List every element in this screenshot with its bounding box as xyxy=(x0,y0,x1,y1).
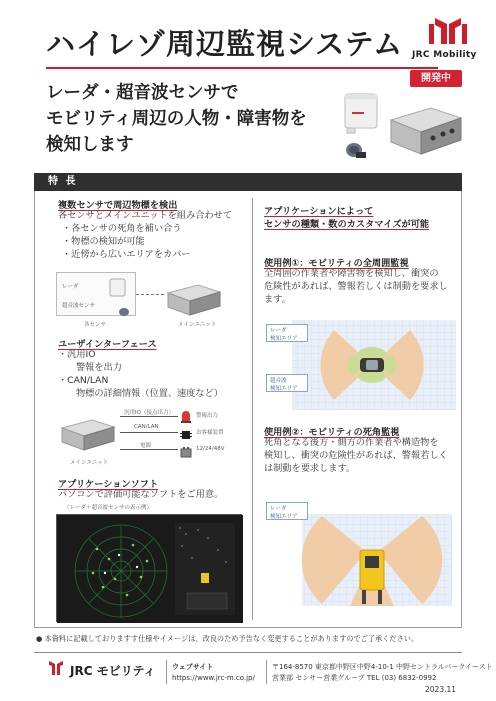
footer-logo-icon xyxy=(46,660,66,680)
battery-icon xyxy=(180,443,192,462)
brand-name: JRC Mobility xyxy=(412,50,477,60)
footer-web-link[interactable]: https://www.jrc-m.co.jp/ xyxy=(172,674,255,682)
headline-line-3: 検知します xyxy=(46,135,134,155)
label-main-unit: メインユニット xyxy=(178,322,217,328)
ui-label-alarm: 警報出力 xyxy=(196,413,219,419)
ui-label-customer: お客様装置 xyxy=(196,430,224,436)
footer-web xyxy=(172,662,255,684)
multi-sensor-item-2: ・物標の検知が可能 xyxy=(62,236,145,247)
multi-sensor-heading: 複数センサで周辺物標を検出 xyxy=(58,200,178,211)
headline-line-1: レーダ・超音波センサで xyxy=(46,83,239,103)
alarm-light-icon xyxy=(180,408,192,427)
ultrasonic-sensor-image xyxy=(342,140,370,168)
uc2-radar-label-a: レーダ xyxy=(270,506,287,512)
ui-line-2: 警報を出力 xyxy=(76,362,122,373)
app-software-caption: （レーダ＋超音波センサの表示例） xyxy=(64,505,153,511)
label-radar: レーダ xyxy=(62,284,79,290)
radar-mini-icon xyxy=(108,276,128,304)
app-software-line-1: パソコンで評価可能なソフトをご用意。 xyxy=(58,489,224,500)
multi-sensor-item-1: ・各センサの死角を補い合う xyxy=(62,223,182,234)
footer-address: 〒164-8570 東京都中野区中野4-10-1 中野セントラルパークイースト xyxy=(272,663,493,671)
ui-label-voltage: 12/24/48V xyxy=(196,446,225,452)
connector-line xyxy=(136,294,164,295)
footer-web-label: ウェブサイト xyxy=(172,663,214,671)
use-case-2-heading: 使用例②：モビリティの死角監視 xyxy=(264,427,400,438)
main-unit-mini-icon xyxy=(164,279,224,323)
headline-line-2: モビリティ周辺の人物・障害物を xyxy=(46,109,307,129)
footer-address-block xyxy=(272,662,493,684)
ui-label-power: 電源 xyxy=(140,443,152,449)
use-case-1-heading: 使用例①：モビリティの全周囲監視 xyxy=(264,258,409,269)
app-software-heading: アプリケーションソフト xyxy=(58,479,159,490)
uc1-us-label-b: 検知エリア xyxy=(270,386,298,392)
ui-line-3: ・CAN/LAN xyxy=(58,375,109,386)
uc2-radar-label-b: 検知エリア xyxy=(270,514,298,520)
power-line xyxy=(120,449,178,450)
use-case-1-line-2: 危険性があれば、警報若しくは制動を要求し xyxy=(264,281,448,292)
use-case-2-line-2: 検知し、衝突の危険性があれば、警報若しく xyxy=(264,450,448,461)
label-ultrasonic: 超音波センサ xyxy=(62,303,96,309)
multi-sensor-item-3: ・近傍から広いエリアをカバー xyxy=(62,249,191,260)
app-screenshot xyxy=(56,514,242,622)
ui-line-1: ・汎用IO xyxy=(58,349,96,360)
use-case-2-line-1: 死角となる後方・側方の作業者や構造物を xyxy=(264,437,439,448)
status-badge: 開発中 xyxy=(410,70,462,87)
footer-divider-1 xyxy=(166,660,167,684)
use-case-2-line-3: は制動を要求します。 xyxy=(264,463,356,474)
ui-line-4: 物標の詳細情報（位置、速度など） xyxy=(76,388,223,399)
uc1-radar-label-a: レーダ xyxy=(270,328,287,334)
main-unit-image xyxy=(385,98,465,164)
radar-sensor-image xyxy=(342,88,382,140)
disclaimer-note: ● 本資料に記載しておりますす仕様やイメージは、改良のため予告なく変更することがありますのでご了承ください。 xyxy=(36,634,419,643)
ui-label-can: CAN/LAN xyxy=(134,424,159,430)
ui-label-main-unit: メインユニット xyxy=(70,460,109,466)
title-rule xyxy=(46,67,438,69)
footer-rule xyxy=(34,652,462,653)
footer-divider-2 xyxy=(266,660,267,684)
ultrasonic-mini-icon xyxy=(118,302,130,321)
features-bar: 特 長 xyxy=(34,173,462,191)
column-divider xyxy=(252,198,253,620)
jrc-mobility-logo-icon xyxy=(425,16,471,46)
issue-date: 2023.11 xyxy=(425,685,457,694)
customize-heading-1: アプリケーションによって xyxy=(264,206,374,217)
footer-contact: 営業部 センサー営業グループ TEL (03) 6832-0992 xyxy=(272,674,437,682)
uc1-us-label-a: 超音波 xyxy=(270,378,287,384)
uc1-radar-label-b: 検知エリア xyxy=(270,336,298,342)
label-sensors: 各センサ xyxy=(84,322,107,328)
ui-main-unit-icon xyxy=(58,414,118,458)
ui-heading: ユーザインターフェース xyxy=(58,339,157,350)
can-line xyxy=(120,432,178,433)
io-line xyxy=(120,416,178,417)
use-case-1-line-3: ます。 xyxy=(264,294,291,305)
ui-label-io: 汎用IO（接点出力） xyxy=(124,410,174,416)
use-case-1-line-1: 全周囲の作業者や障害物を検知し、衝突の xyxy=(264,268,439,279)
page-title: ハイレゾ周辺監視システム xyxy=(46,27,404,61)
customize-heading-2: センサの種類・数のカスタマイズが可能 xyxy=(264,219,430,230)
footer-brand: JRC モビリティ xyxy=(70,664,156,678)
multi-sensor-lead: 各センサとメインユニットを組み合わせて xyxy=(58,210,233,221)
